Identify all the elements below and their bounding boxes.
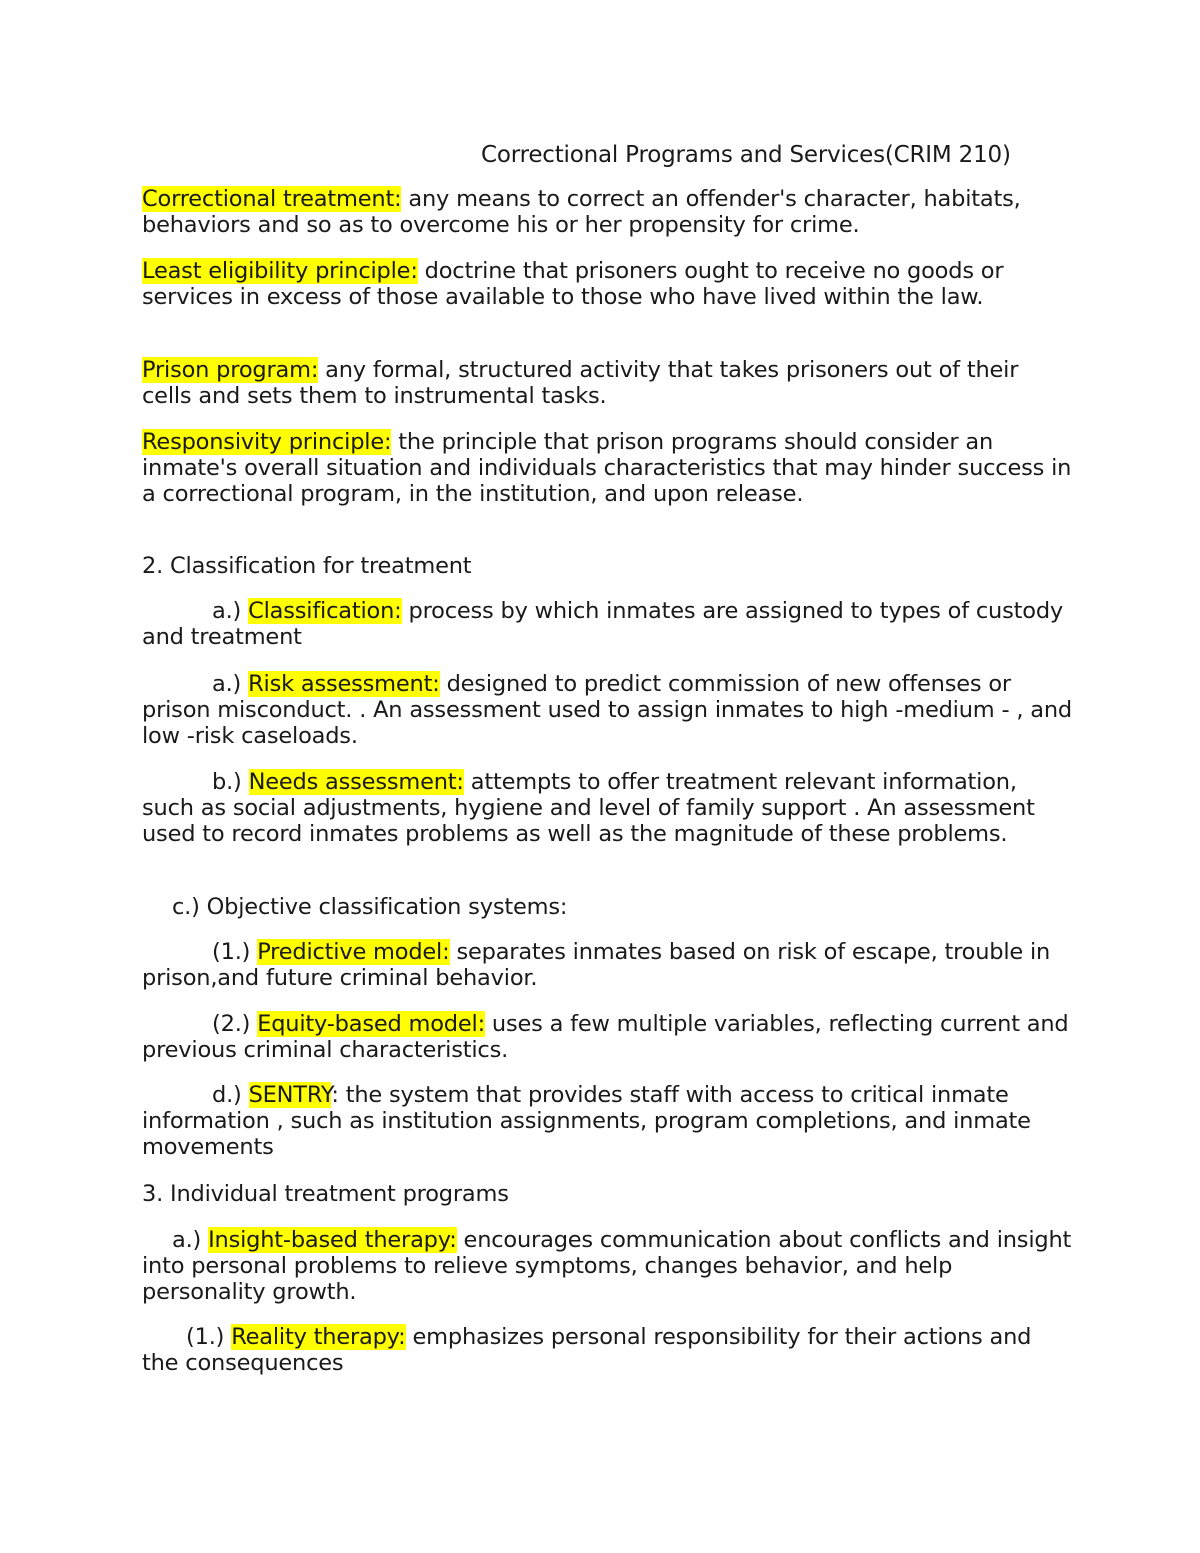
term-highlight: Insight-based therapy: (208, 1227, 457, 1253)
definition-text: emphasizes personal responsibility for their actions and the consequences (142, 1324, 1032, 1376)
item-marker: a.) (212, 598, 249, 624)
item-marker: (1.) (186, 1324, 232, 1350)
definition-classification (142, 598, 1072, 650)
term-highlight: Prison program: (142, 357, 319, 383)
definition-correctional-treatment (142, 186, 1072, 238)
definition-prison-program (142, 357, 1072, 409)
definition-least-eligibility (142, 258, 1072, 310)
term-highlight: Equity-based model: (257, 1011, 485, 1037)
definition-text: doctrine that prisoners ought to receive no goods or services in excess of those available to those who have lived within the law. (142, 258, 1004, 310)
item-marker: d.) (212, 1082, 249, 1108)
definition-text: encourages communication about conflicts and insight into personal problems to relieve symptoms, changes behavior, and help personality growth. (142, 1227, 1072, 1305)
item-marker: (1.) (212, 939, 258, 965)
definition-text: any formal, structured activity that takes prisoners out of their cells and sets them to instrumental tasks. (142, 357, 1019, 409)
definition-predictive-model (142, 939, 1072, 991)
document-title: Correctional Programs and Services(CRIM 210) (481, 142, 1011, 168)
definition-text: : the system that provides staff with access to critical inmate information , such as institution assignments, program completions, and inmate movements (142, 1082, 1031, 1160)
term-highlight: Risk assessment: (248, 671, 440, 697)
item-marker: b.) (212, 769, 249, 795)
section-heading-individual-treatment: 3. Individual treatment programs (142, 1181, 509, 1207)
definition-text: attempts to offer treatment relevant information, such as social adjustments, hygiene and level of family support . An assessment used to record inmates problems as well as the magnitude of these problems. (142, 769, 1035, 847)
term-highlight: Reality therapy: (231, 1324, 406, 1350)
definition-insight-based-therapy (142, 1227, 1072, 1305)
item-marker: a.) (212, 671, 249, 697)
section-heading-classification: 2. Classification for treatment (142, 553, 472, 579)
definition-needs-assessment (142, 769, 1072, 847)
term-highlight: Responsivity principle: (142, 429, 392, 455)
definition-risk-assessment (142, 671, 1072, 749)
definition-text: uses a few multiple variables, reflecting current and previous criminal characteristics. (142, 1011, 1069, 1063)
term-highlight: Predictive model: (257, 939, 450, 965)
definition-text: designed to predict commission of new offenses or prison misconduct. . An assessment used to assign inmates to high -medium - , and low -risk caseloads. (142, 671, 1072, 749)
definition-text: separates inmates based on risk of escape, trouble in prison,and future criminal behavior. (142, 939, 1051, 991)
definition-responsivity (142, 429, 1072, 507)
term-highlight: Correctional treatment: (142, 186, 402, 212)
item-marker: a.) (172, 1227, 209, 1253)
definition-equity-based-model (142, 1011, 1072, 1063)
definition-text: any means to correct an offender's character, habitats, behaviors and so as to overcome his or her propensity for crime. (142, 186, 1021, 238)
definition-reality-therapy (142, 1324, 1072, 1376)
item-marker: (2.) (212, 1011, 258, 1037)
term-highlight: SENTRY (248, 1082, 332, 1108)
definition-sentry (142, 1082, 1072, 1160)
definition-text: process by which inmates are assigned to types of custody and treatment (142, 598, 1064, 650)
term-highlight: Needs assessment: (248, 769, 464, 795)
term-highlight: Classification: (248, 598, 402, 624)
term-highlight: Least eligibility principle: (142, 258, 418, 284)
definition-text: the principle that prison programs should consider an inmate's overall situation and individuals characteristics that may hinder success in a correctional program, in the institution, and upon release. (142, 429, 1072, 507)
subheading-objective-classification: c.) Objective classification systems: (172, 894, 568, 920)
